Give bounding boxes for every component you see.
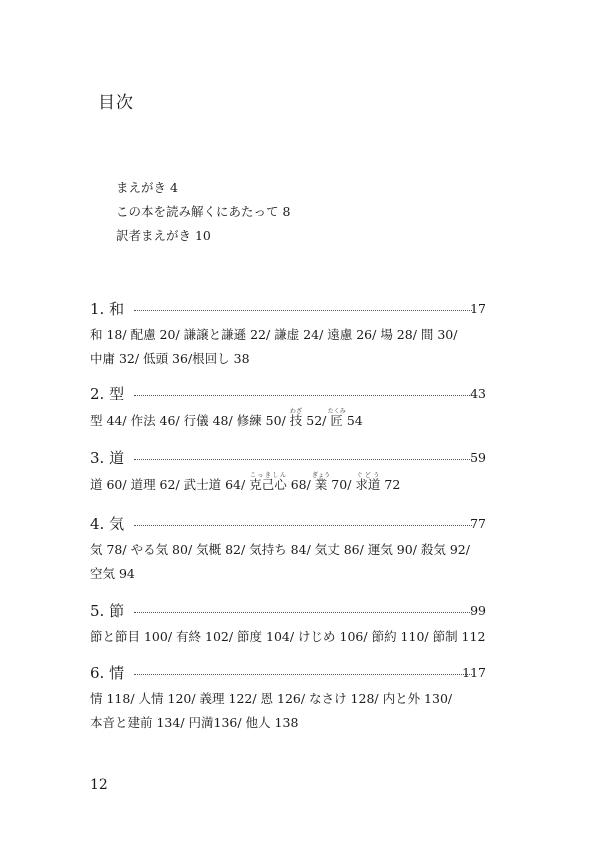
chapter-heading[interactable] (90, 598, 486, 624)
chapter-topics (90, 538, 486, 586)
chapter-entry (90, 660, 486, 735)
front-matter-item[interactable]: 訳者まえがき 10 (116, 228, 211, 243)
topic-text: 52/ (302, 413, 331, 428)
chapter-topics (90, 472, 486, 496)
page-number: 12 (90, 777, 108, 793)
leader-dots (134, 525, 472, 526)
topic-line (90, 408, 486, 432)
topic-line (90, 323, 486, 347)
ruby-reading: こっきしん (249, 472, 287, 479)
chapter-title: 4. 気 (90, 511, 124, 537)
chapter-heading[interactable] (90, 445, 486, 471)
topic-text: 68/ (286, 477, 315, 492)
chapter-entry (90, 445, 486, 496)
ruby-reading: ぐどう (355, 472, 381, 479)
front-matter-item[interactable]: この本を読み解くにあたって 8 (116, 204, 291, 219)
chapter-entry (90, 598, 486, 649)
front-matter-list (116, 176, 290, 248)
ruby-term: 技わざ (289, 408, 303, 428)
topic-text: 本音と建前 134/ 円満136/ 他人 138 (90, 715, 299, 730)
ruby-term: 業ぎょう (312, 472, 331, 492)
leader-dots (134, 395, 472, 396)
topic-text: 道 60/ 道理 62/ 武士道 64/ (90, 477, 250, 492)
topic-text: 空気 94 (90, 566, 135, 581)
chapter-heading[interactable] (90, 511, 486, 537)
leader-dots (134, 674, 472, 675)
topic-text: 72 (380, 477, 401, 492)
topic-text: 和 18/ 配慮 20/ 謙譲と謙遜 22/ 謙虚 24/ 遠慮 26/ 場 28/ 間 30/ (90, 327, 458, 342)
leader-dots (134, 310, 472, 311)
ruby-reading: ぎょう (312, 472, 331, 479)
chapter-heading[interactable] (90, 381, 486, 407)
topic-text: 情 118/ 人情 120/ 義理 122/ 恩 126/ なさけ 128/ 内と外 130/ (90, 691, 453, 706)
chapter-heading[interactable] (90, 296, 486, 322)
leader-dots (134, 459, 472, 460)
chapter-heading[interactable] (90, 660, 486, 686)
ruby-term: 匠たくみ (327, 408, 346, 428)
topic-text: 54 (342, 413, 363, 428)
ruby-term: 求道ぐどう (355, 472, 381, 492)
ruby-reading: たくみ (327, 408, 346, 415)
page-title: 目次 (98, 93, 134, 113)
chapter-page-number: 59 (470, 450, 486, 465)
topic-line (90, 562, 486, 586)
chapter-page-number: 117 (462, 665, 486, 680)
chapter-topics (90, 408, 486, 432)
topic-text: 70/ (327, 477, 356, 492)
chapter-page-number: 17 (470, 301, 486, 316)
topic-line (90, 711, 486, 735)
topic-text: 中庸 32/ 低頭 36/根回し 38 (90, 351, 250, 366)
chapter-entry (90, 511, 486, 586)
topic-text: 気 78/ やる気 80/ 気概 82/ 気持ち 84/ 気丈 86/ 運気 90/ 殺気 92/ (90, 542, 470, 557)
chapter-page-number: 43 (470, 386, 486, 401)
chapter-entry (90, 296, 486, 371)
chapter-title: 1. 和 (90, 296, 124, 322)
topic-line (90, 347, 486, 371)
topic-line (90, 538, 486, 562)
front-matter-item[interactable]: まえがき 4 (116, 180, 178, 195)
chapter-topics (90, 687, 486, 735)
leader-dots (134, 612, 472, 613)
topic-text: 節と節目 100/ 有終 102/ 節度 104/ けじめ 106/ 節約 110/ 節制 112 (90, 629, 486, 644)
topic-line (90, 625, 486, 649)
chapter-page-number: 99 (470, 603, 486, 618)
topic-text: 型 44/ 作法 46/ 行儀 48/ 修練 50/ (90, 413, 290, 428)
chapter-topics (90, 625, 486, 649)
chapter-title: 2. 型 (90, 381, 124, 407)
ruby-reading: わざ (289, 408, 303, 415)
chapter-topics (90, 323, 486, 371)
topic-line (90, 472, 486, 496)
chapter-title: 6. 情 (90, 660, 124, 686)
chapter-title: 3. 道 (90, 445, 124, 471)
chapter-title: 5. 節 (90, 598, 124, 624)
ruby-term: 克己心こっきしん (249, 472, 287, 492)
chapter-page-number: 77 (470, 516, 486, 531)
topic-line (90, 687, 486, 711)
chapter-entry (90, 381, 486, 432)
